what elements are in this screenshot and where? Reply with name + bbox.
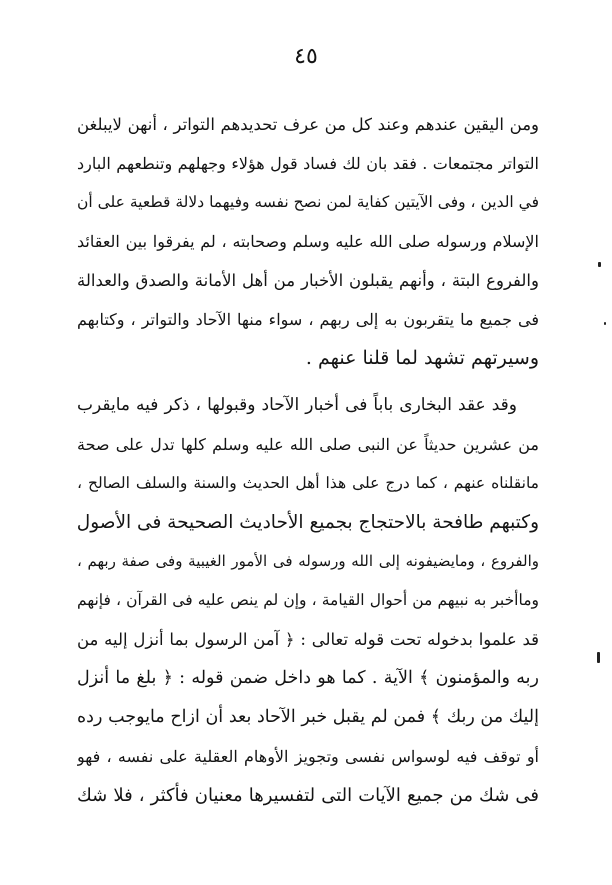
text-line: قد علموا بدخوله تحت قوله تعالى : ﴿ آمن الرسول بما أنزل إليه من — [77, 630, 539, 649]
text-line: الإسلام ورسوله صلى الله عليه وسلم وصحابته ، لم يفرقوا بين العقائد — [77, 232, 539, 251]
text-line: ومن اليقين عندهم وعند كل من عرف تحديدهم التواتر ، أنهن لايبلغن — [77, 115, 539, 134]
text-line: وماأخبر به نبيهم من أحوال القيامة ، وإن لم ينص عليه فى القرآن ، فإنهم — [77, 591, 539, 609]
page-number: ٤٥ — [294, 44, 318, 69]
text-line: مانقلناه عنهم ، كما درج على هذا أهل الحديث والسنة والسلف الصالح ، — [77, 474, 539, 492]
text-line: ربه والمؤمنون ﴾ الآية . كما هو داخل ضمن قوله : ﴿ بلغ ما أنزل — [77, 668, 539, 688]
text-line: إليك من ربك ﴾ فمن لم يقبل خبر الآحاد بعد أن ازاح مايوجب رده — [77, 707, 539, 727]
text-line: التواتر مجتمعات . فقد بان لك فساد قول هؤلاء وجهلهم وتنطعهم البارد — [77, 154, 539, 173]
text-line: من عشرين حديثاً عن النبى صلى الله عليه وسلم كلها تدل على صحة — [77, 435, 539, 454]
text-line: وكتبهم طافحة بالاحتجاج بجميع الأحاديث الصحيحة فى الأصول — [77, 512, 539, 533]
scan-speck — [598, 262, 601, 267]
text-line: في الدين ، وفى الآيتين كفاية لمن نصح نفسه وفيهما دلالة قطعية على أن — [77, 193, 539, 211]
body-text — [77, 105, 539, 815]
text-line: وقد عقد البخارى باباً فى أخبار الآحاد وقبولها ، ذكر فيه مايقرب — [77, 395, 517, 415]
paragraph-2 — [77, 386, 539, 815]
text-line: وسيرتهم تشهد لما قلنا عنهم . — [305, 347, 539, 369]
text-line: والفروع ، ومايضيفونه إلى الله ورسوله فى الأمور الغيبية وفى صفة ربهم ، — [77, 552, 539, 570]
scan-speck — [597, 652, 600, 663]
paragraph-1 — [77, 105, 539, 378]
text-line: والفروع البتة ، وأنهم يقبلون الأخبار من أهل الأمانة والصدق والعدالة — [77, 271, 539, 290]
text-line: فى جميع ما يتقربون به إلى ربهم ، سواء منها الآحاد والتواتر ، وكتابهم — [77, 310, 539, 329]
scan-speck — [604, 322, 606, 325]
text-line: أو توقف فيه لوسواس نفسى وتجويز الأوهام العقلية على نفسه ، فهو — [77, 747, 539, 766]
text-line: فى شك من جميع الآيات التى لتفسيرها معنيان فأكثر ، فلا شك — [77, 785, 539, 806]
